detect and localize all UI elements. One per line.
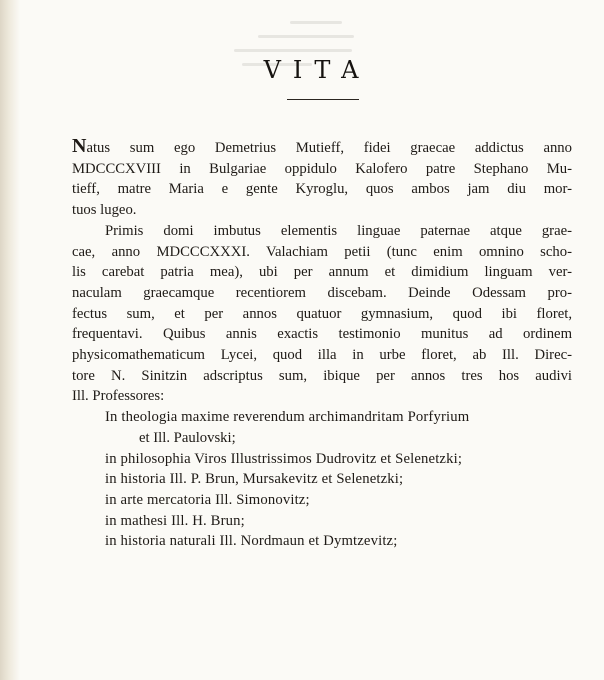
list-line: In theologia maxime reverendum archimandritam Porfyrium <box>105 409 470 426</box>
text-line: physicomathematicum Lycei, quod illa in urbe floret, ab Ill. Direc- <box>72 347 572 364</box>
text-line: Primis domi imbutus elementis linguae paternae atque grae- <box>105 222 572 239</box>
list-line: in mathesi Ill. H. Brun; <box>105 512 245 529</box>
text-line: fectus sum, et per annos quatuor gymnasium, quod ibi floret, <box>72 305 572 322</box>
list-line: in historia Ill. P. Brun, Mursakevitz et Selenetzki; <box>105 471 404 488</box>
page-title: VITA <box>263 56 371 84</box>
text-line: MDCCCXVIII in Bulgariae oppidulo Kalofero patre Stephano Mu- <box>72 160 572 177</box>
list-line: in philosophia Viros Illustrissimos Dudrovitz et Selenetzki; <box>105 450 463 467</box>
text-line: naculam graecamque recentiorem discebam. Deinde Odessam pro- <box>72 284 572 301</box>
list-line: et Ill. Paulovski; <box>139 429 236 446</box>
page-edge-shadow <box>0 0 20 680</box>
text-line: Natus sum ego Demetrius Mutieff, fidei graecae addictus anno <box>72 138 572 159</box>
text-line: tieff, matre Maria e gente Kyroglu, quos ambos jam diu mor- <box>72 181 572 198</box>
text-line: tuos lugeo. <box>72 202 137 219</box>
text-line: Ill. Professores: <box>72 388 165 405</box>
text-line: tore N. Sinitzin adscriptus sum, ibique per annos tres hos audivi <box>72 367 572 384</box>
initial-letter: N <box>72 138 87 157</box>
list-line: in arte mercatoria Ill. Simonovitz; <box>105 491 310 508</box>
body-text <box>72 138 572 552</box>
text-line: cae, anno MDCCCXXXI. Valachiam petii (tunc enim omnino scho- <box>72 243 572 260</box>
list-line: in historia naturali Ill. Nordmaun et Dymtzevitz; <box>105 533 398 550</box>
text-line: frequentavi. Quibus annis exactis testimonio munitus ad ordinem <box>72 326 572 343</box>
text-line: lis carebat patria mea), ubi per annum et dimidium linguam ver- <box>72 264 572 281</box>
title-rule <box>287 99 359 100</box>
